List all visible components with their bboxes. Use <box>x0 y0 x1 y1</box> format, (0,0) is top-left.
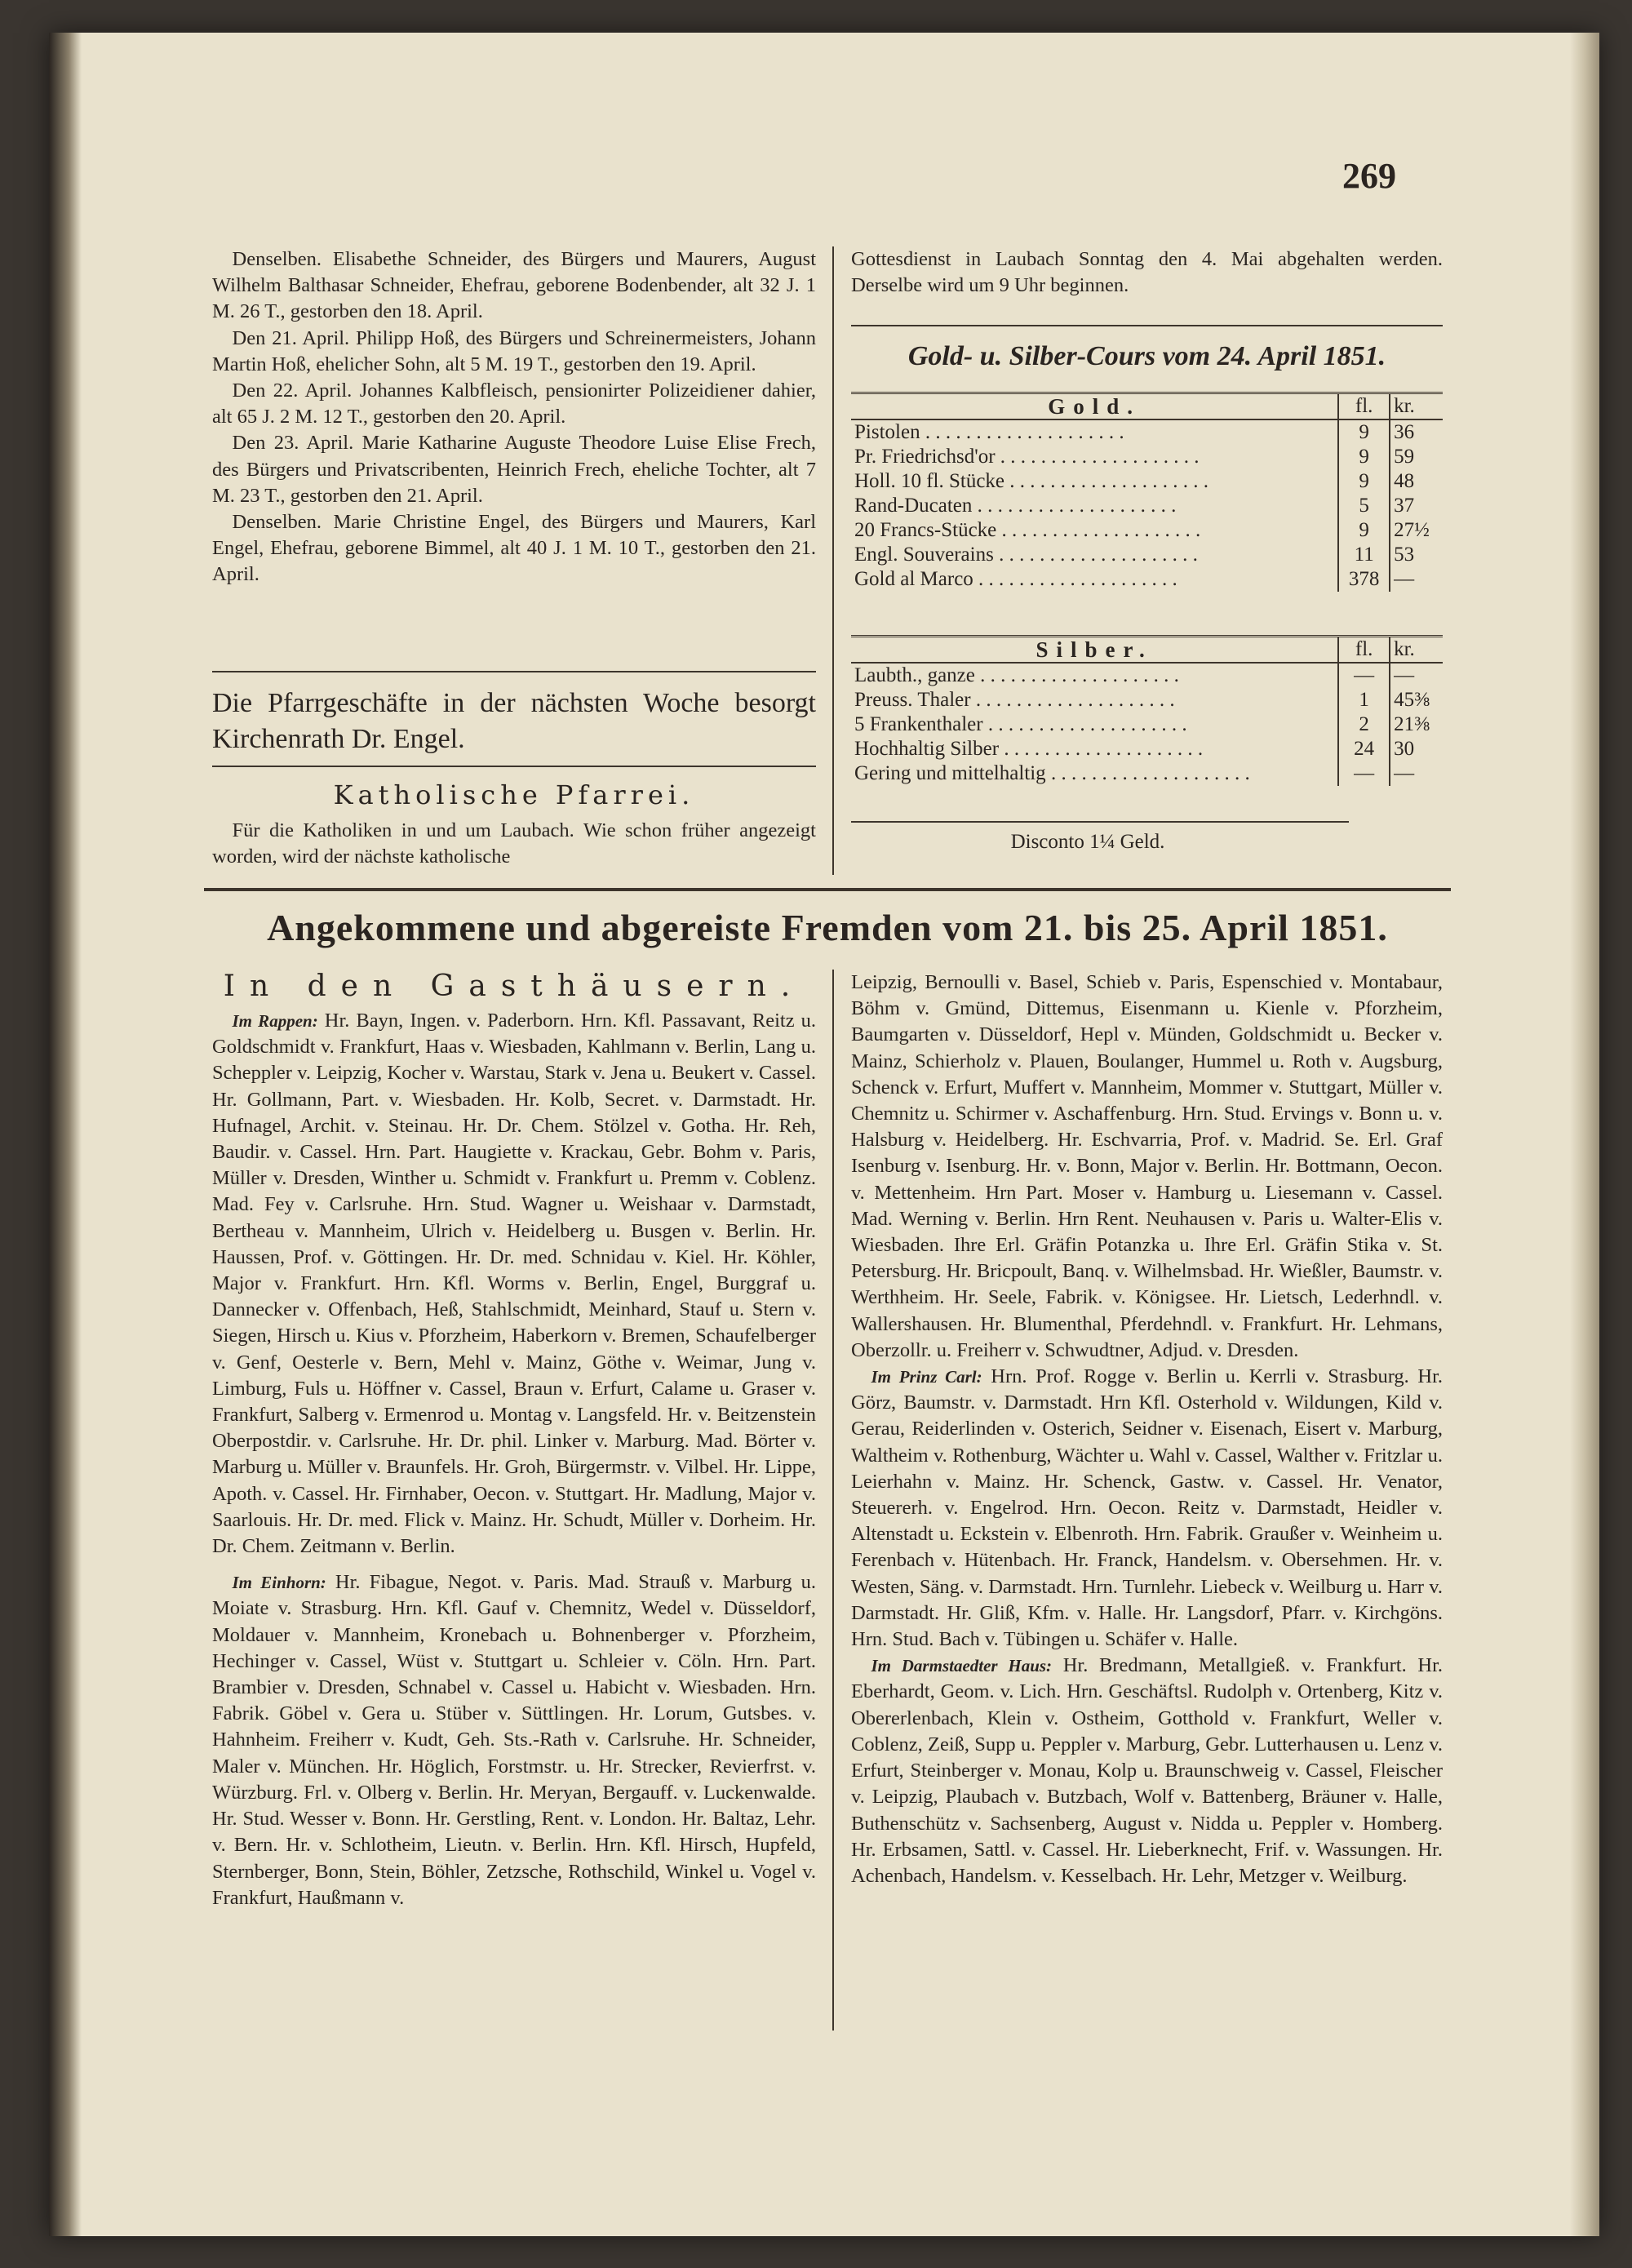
col-fl: fl. <box>1338 393 1390 420</box>
notice-entry-1 <box>212 246 816 326</box>
coin-name: Engl. Souverains <box>854 544 994 566</box>
section-rule <box>204 888 1451 891</box>
table-row <box>851 518 1443 543</box>
guest-list: Hr. Bredmann, Metallgieß. v. Frankfurt. Hr. Eberhardt, Geom. v. Lich. Hrn. Geschäftsl. Rudolph v. Ortenberg, Kitz v. Obererlenbach, Klein v. Ostheim, Gotthold v. Frankfurt, Weller v. Coblenz, Zeiß, Supp u. Peppler v. Marburg, Gebr. Lutterhausen u. Lenz v. Erfurt, Steinberger v. Monau, Kolp u. Braunschweig v. Cassel, Fleischer v. Leipzig, Plaubach v. Butzbach, Wolf v. Battenberg, Bräuner v. Halle, Buthenschütz v. Sachsenberg, August v. Nidda u. Peppler v. Homberg. Hr. Erbsamen, Sattl. v. Cassel. Hr. Lieberknecht, Frif. v. Wassungen. Hr. Achenbach, Handelsm. v. Kesselbach. Hr. Lehr, Metzger v. Weilburg. <box>851 1654 1444 1887</box>
coin-name: Pistolen <box>854 421 920 443</box>
value-fl: 11 <box>1338 543 1390 567</box>
silber-heading: Silber. <box>1036 637 1153 662</box>
coin-name: Gering und mittelhaltig <box>854 762 1046 784</box>
table-row <box>851 543 1443 567</box>
inn-entry-einhorn <box>212 1569 816 1911</box>
value-kr: 30 <box>1394 738 1415 760</box>
newspaper-page <box>49 33 1599 2236</box>
guest-list: Hr. Fibague, Negot. v. Paris. Mad. Strauß v. Marburg u. Moiate v. Strasburg. Hrn. Kfl. Gauf v. Chemnitz, Wedel v. Düsseldorf, Moldauer v. Mannheim, Kronebach u. Bohnenberger v. Pforzheim, Hechinger v. Cassel, Wüst v. Stuttgart u. Schleier v. Cöln. Hrn. Part. Brambier v. Dresden, Schnabel v. Cassel u. Habicht v. Wiesbaden. Hrn. Fabrik. Göbel v. Gera u. Stüber v. Süttlingen. Hr. Lorum, Gutsbes. v. Hahnheim. Freiherr v. Kudt, Geh. Sts.-Rath v. Carlsruhe. Hr. Schneider, Maler v. München. Hr. Höglich, Forstmstr. u. Hr. Strecker, Revierfrst. v. Würzburg. Frl. v. Olberg v. Berlin. Hr. Meryan, Bergauff. v. Luckenwalde. Hr. Stud. Wesser v. Bonn. Hr. Gerstling, Rent. v. London. Hr. Baltaz, Lehr. v. Bern. Hr. v. Schlotheim, Lieutn. v. Berlin. Hrn. Kfl. Hirsch, Hupfeld, Sternberger, Bonn, Stein, Böhler, Zetzsche, Rothschild, Winkel u. Vogel v. Frankfurt, Haußmann v. <box>212 1571 817 1909</box>
silber-table <box>851 635 1443 786</box>
coin-name: Pr. Friedrichsd'or <box>854 446 996 468</box>
notice-text: Elisabethe Schneider, des Bürgers und Maurers, August Wilhelm Balthasar Schneider, Ehefrau, geborene Bodenbender, alt 32 J. 1 M. 26 T., gestorben den 18. April. <box>212 248 816 323</box>
value-kr: 48 <box>1394 470 1415 492</box>
notice-text: Philipp Hoß, des Bürgers und Schreinermeisters, Johann Martin Hoß, ehelicher Sohn, alt 5 M. 19 T., gestorben den 19. April. <box>212 326 817 375</box>
value-kr: — <box>1394 664 1415 686</box>
table-row <box>851 688 1443 712</box>
notice-text: Marie Christine Engel, des Bürgers und Maurers, Karl Engel, Ehefrau, geborene Bimmel, alt 40 J. 1 M. 10 T., gestorben den 21. April. <box>212 511 817 586</box>
notice-entry-2 <box>212 326 816 378</box>
arrivals-right-column <box>851 970 1443 1889</box>
col-fl: fl. <box>1338 637 1390 664</box>
arrivals-left-column <box>212 1008 816 1911</box>
silber-header-row <box>851 637 1443 664</box>
inn-name: Im Prinz Carl: <box>871 1367 982 1387</box>
inn-entry-darmstaedter-haus <box>851 1653 1443 1889</box>
kath-text <box>212 818 816 870</box>
divider-rule <box>212 766 816 767</box>
coin-name: Laubth., ganze <box>854 664 975 686</box>
value-kr: — <box>1394 568 1415 590</box>
kath-text-body: Für die Katholiken in und um Laubach. Wie schon früher angezeigt worden, wird der nächste katholische <box>212 819 816 868</box>
death-notices-column <box>212 246 816 588</box>
table-row <box>851 469 1443 494</box>
guest-list: Hr. Bayn, Ingen. v. Paderborn. Hrn. Kfl. Passavant, Reitz u. Goldschmidt v. Frankfurt, Haas v. Wiesbaden, Kahlmann v. Berlin, Lang u. Scheppler v. Leipzig, Kocher v. Warstau, Stark v. Jena u. Beukert v. Cassel. Hr. Gollmann, Part. v. Wiesbaden. Hr. Kolb, Secret. v. Darmstadt. Hr. Hufnagel, Archit. v. Steinau. Hr. Dr. Chem. Stölzel v. Gotha. Hr. Reh, Baudir. v. Cassel. Hrn. Part. Haugiette v. Krackau, Gebr. Bohm v. Paris, Müller v. Dresden, Winther u. Schmidt v. Frankfurt u. Premm v. Coblenz. Mad. Fey v. Carlsruhe. Hrn. Stud. Wagner u. Weishaar v. Darmstadt, Bertheau v. Mannheim, Ulrich v. Heidelberg u. Busgen v. Berlin. Hr. Haussen, Prof. v. Göttingen. Hr. Dr. med. Schnidau v. Kiel. Hr. Köhler, Major v. Frankfurt. Hrn. Kfl. Worms v. Berlin, Engel, Burggraf u. Dannecker v. Offenbach, Heß, Stahlschmidt, Meinhard, Stauf u. Stern v. Siegen, Hirsch u. Kius v. Pforzheim, Haberkorn v. Bremen, Schaufelberger v. Genf, Oesterle v. Bern, Mehl v. Mainz, Göthe v. Weimar, Jung v. Limburg, Fuls u. Höffner v. Cassel, Braun v. Erfurt, Calame u. Graser v. Frankfurt, Salberg v. Ermenrod u. Montag v. Langsfeld. Hr. v. Beitzenstein Oberpostdir. v. Carlsruhe. Hr. Dr. phil. Linker v. Marburg. Mad. Börter v. Marburg u. Müller v. Braunfels. Hr. Groh, Bürgermstr. v. Vilbel. Hr. Lippe, Apoth. v. Cassel. Hr. Firnhaber, Oecon. v. Stuttgart. Hr. Madlung, Major v. Saarlouis. Hr. Dr. med. Flick v. Mainz. Hr. Schudt, Müller v. Dorheim. Hr. Dr. Chem. Zeitmann v. Berlin. <box>212 1010 817 1558</box>
col-kr: kr. <box>1394 395 1415 417</box>
value-kr: 37 <box>1394 495 1415 517</box>
kurs-title: Gold- u. Silber-Cours vom 24. April 1851. <box>907 341 1386 371</box>
coin-name: 20 Francs-Stücke <box>854 519 997 541</box>
value-fl: — <box>1338 663 1390 688</box>
table-row <box>851 567 1443 592</box>
notice-lead: Denselben. <box>232 248 322 270</box>
coin-name: Rand-Ducaten <box>854 495 973 517</box>
value-kr: 36 <box>1394 421 1415 443</box>
value-fl: 24 <box>1338 737 1390 761</box>
inn-name: Im Darmstaedter Haus: <box>871 1656 1053 1676</box>
coin-name: Hochhaltig Silber <box>854 738 1000 760</box>
inn-entry-rappen <box>212 1008 816 1560</box>
guest-list: Hrn. Prof. Rogge v. Berlin u. Kerrli v. Strasburg. Hr. Görz, Baumstr. v. Darmstadt. Hrn Kfl. Osterhold v. Wildungen, Kild v. Gerau, Reiderlinden v. Osterich, Seidner v. Eisenach, Eisert v. Marburg, Waltheim v. Rothenburg, Wächter u. Wahl v. Cassel, Walther v. Fritzlar u. Leierhahn v. Mainz. Hr. Schenck, Gastw. v. Cassel. Hr. Venator, Steuererh. v. Engelrod. Hrn. Oecon. Reitz v. Darmstadt, Heidler v. Altenstadt u. Eckstein v. Elbenroth. Hrn. Fabrik. Graußer v. Weinheim u. Ferenbach v. Hütenbach. Hr. Franck, Handelsm. v. Obersehmen. Hr. v. Westen, Säng. v. Darmstadt. Hrn. Turnlehr. Liebeck v. Weilburg u. Harr v. Darmstadt. Hr. Gliß, Kfm. v. Halle. Hr. Langsdorf, Pfarr. v. Kirchgöns. Hrn. Stud. Bach v. Tübingen u. Schäfer v. Halle. <box>851 1365 1444 1651</box>
value-fl: — <box>1338 761 1390 786</box>
value-fl: 9 <box>1338 419 1390 445</box>
value-kr: 21⅜ <box>1394 713 1430 735</box>
coin-name: Gold al Marco <box>854 568 973 590</box>
notice-text: Marie Katharine Auguste Theodore Luise Elise Frech, des Bürgers und Privatscribenten, Heinrich Frech, eheliche Tochter, alt 7 M. 23 T., gestorben den 21. April. <box>212 432 817 507</box>
value-kr: 27½ <box>1394 519 1430 541</box>
gold-heading: Gold. <box>1048 394 1141 419</box>
gold-table <box>851 392 1443 592</box>
notice-entry-5 <box>212 509 816 588</box>
table-bottom-rule <box>851 821 1349 823</box>
gasthaus-heading: In den Gasthäusern. <box>223 970 805 1003</box>
table-row <box>851 419 1443 445</box>
coin-name: Preuss. Thaler <box>854 689 971 711</box>
gold-header-row <box>851 393 1443 420</box>
notice-entry-4 <box>212 430 816 509</box>
value-kr: 59 <box>1394 446 1415 468</box>
column-divider <box>832 970 834 2031</box>
kath-heading: Katholische Pfarrei. <box>333 779 695 810</box>
table-row <box>851 737 1443 761</box>
table-row <box>851 761 1443 786</box>
notice-text: Johannes Kalbfleisch, pensionirter Polizeidiener dahier, alt 65 J. 2 M. 12 T., gestorben den 20. April. <box>212 379 817 428</box>
page-edge-stack <box>1570 33 1599 2236</box>
value-kr: 53 <box>1394 544 1415 566</box>
page-number: 269 <box>1342 156 1396 196</box>
table-row <box>851 663 1443 688</box>
inn-entry-prinz-carl <box>851 1364 1443 1653</box>
value-fl: 1 <box>1338 688 1390 712</box>
divider-rule <box>212 671 816 672</box>
pfarr-notice: Die Pfarrgeschäfte in der nächsten Woche besorgt Kirchenrath Dr. Engel. <box>212 688 816 754</box>
inn-name: Im Rappen: <box>232 1011 318 1031</box>
inn-name: Im Einhorn: <box>232 1573 326 1593</box>
table-row <box>851 445 1443 469</box>
book-spine-shadow <box>49 33 82 2236</box>
guest-list: Leipzig, Bernoulli v. Basel, Schieb v. Paris, Espenschied v. Montabaur, Böhm v. Gmünd, Dittemus, Eisenmann u. Kienle v. Pforzheim, Baumgarten v. Düsseldorf, Hepl v. Münden, Goldschmidt u. Becker v. Mainz, Schierholz v. Plauen, Boulanger, Hummel u. Roth v. Augsburg, Schenck v. Erfurt, Muffert v. Mannheim, Mommer v. Stuttgart, Müller v. Chemnitz u. Schirmer v. Aschaffenburg. Hrn. Stud. Ervings v. Bonn u. v. Halsburg v. Heidelberg. Hr. Eschvarria, Prof. v. Madrid. Se. Erl. Graf Isenburg v. Isenburg. Hr. v. Bonn, Major v. Berlin. Hr. Bottmann, Oecon. v. Mettenheim. Hrn Part. Moser v. Hamburg u. Liesemann v. Cassel. Mad. Werning v. Berlin. Hrn Rent. Neuhausen v. Paris u. Walter-Elis v. Wiesbaden. Ihre Erl. Gräfin Potanzka u. Ihre Erl. Gräfin Stika v. St. Petersburg. Hr. Bricpoult, Banq. v. Wilhelmsbad. Hr. Wießler, Baumstr. v. Werthheim. Hr. Seele, Fabrik. v. Königsee. Hr. Lietsch, Lederhndl. v. Wallershausen. Hr. Blumenthal, Pferdehndl. v. Frankfurt. Hr. Lehmans, Oberzollr. u. Freiherr v. Schwudtner, Adjud. v. Dresden. <box>851 971 1443 1361</box>
coin-name: Holl. 10 fl. Stücke <box>854 470 1005 492</box>
table-row <box>851 494 1443 518</box>
notice-lead: Denselben. <box>232 511 322 534</box>
value-fl: 9 <box>1338 445 1390 469</box>
value-fl: 378 <box>1338 567 1390 592</box>
arrivals-title: Angekommene und abgereiste Fremden vom 21. bis 25. April 1851. <box>267 907 1388 948</box>
divider-rule <box>851 325 1443 326</box>
value-fl: 9 <box>1338 518 1390 543</box>
coin-name: 5 Frankenthaler <box>854 713 983 735</box>
inn-entry-continued <box>851 970 1443 1364</box>
disconto: Disconto 1¼ Geld. <box>1010 831 1165 853</box>
value-fl: 5 <box>1338 494 1390 518</box>
notice-lead: Den 23. April. <box>232 432 354 455</box>
value-kr: 45⅜ <box>1394 689 1430 711</box>
value-fl: 2 <box>1338 712 1390 737</box>
column-divider <box>832 246 834 875</box>
notice-entry-3 <box>212 378 816 430</box>
notice-lead: Den 21. April. <box>232 326 350 349</box>
value-kr: — <box>1394 762 1415 784</box>
notice-lead: Den 22. April. <box>232 379 353 402</box>
col-kr: kr. <box>1394 638 1415 660</box>
kath-continuation: Gottesdienst in Laubach Sonntag den 4. Mai abgehalten werden. Derselbe wird um 9 Uhr beginnen. <box>851 248 1443 297</box>
value-fl: 9 <box>1338 469 1390 494</box>
table-row <box>851 712 1443 737</box>
